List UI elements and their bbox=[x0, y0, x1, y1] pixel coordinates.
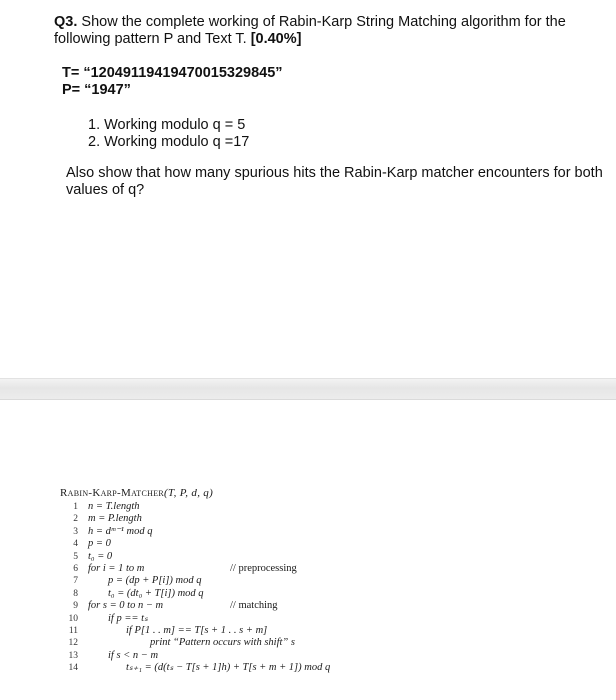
line-number: 5 bbox=[73, 551, 78, 562]
text-T: T= “12049119419470015329845” bbox=[62, 65, 283, 81]
question-heading bbox=[54, 14, 594, 48]
line-code: h = dᵐ⁻¹ mod q bbox=[88, 525, 153, 537]
line-code: if P[1 . . m] == T[s + 1 . . s + m] bbox=[126, 624, 268, 636]
line-code: n = T.length bbox=[88, 501, 140, 512]
algorithm-line bbox=[60, 575, 213, 587]
line-comment: // matching bbox=[230, 600, 278, 612]
line-number: 10 bbox=[68, 613, 78, 624]
line-code: for i = 1 to m bbox=[88, 562, 145, 574]
algorithm-args: (T, P, d, q) bbox=[164, 487, 214, 499]
line-number: 1 bbox=[73, 502, 78, 512]
line-number: 8 bbox=[73, 588, 78, 599]
followup-line1: Also show that how many spurious hits the Rabin-Karp matcher encounters for both bbox=[66, 165, 603, 181]
algorithm-line bbox=[60, 551, 213, 563]
line-code: m = P.length bbox=[88, 513, 142, 525]
algorithm-line bbox=[60, 513, 213, 525]
line-code: if p == tₛ bbox=[108, 612, 148, 624]
question-label: Q3. bbox=[54, 14, 78, 30]
question-block bbox=[54, 14, 594, 48]
line-number: 14 bbox=[68, 663, 78, 674]
line-code: t₀ = 0 bbox=[88, 550, 113, 562]
line-number: 11 bbox=[68, 625, 78, 636]
question-text-line1: Show the complete working of Rabin-Karp String Matching algorithm for the bbox=[81, 14, 566, 30]
modulo-list bbox=[88, 117, 249, 151]
line-number: 9 bbox=[73, 601, 78, 612]
algorithm-line bbox=[60, 562, 297, 575]
algorithm-line bbox=[60, 526, 213, 538]
algorithm-line bbox=[60, 588, 213, 600]
line-number: 13 bbox=[68, 650, 78, 661]
algorithm-line bbox=[60, 637, 295, 649]
algorithm-name: Rabin-Karp-Matcher bbox=[60, 487, 165, 499]
list-item: 2. Working modulo q =17 bbox=[88, 134, 250, 150]
line-code: for s = 0 to n − m bbox=[88, 600, 164, 612]
line-code: print “Pattern occurs with shift” s bbox=[150, 637, 295, 649]
section-divider bbox=[0, 378, 616, 400]
algorithm-line bbox=[60, 538, 213, 550]
list-item: 1. Working modulo q = 5 bbox=[88, 117, 246, 133]
line-number: 6 bbox=[73, 563, 78, 574]
line-code: p = 0 bbox=[88, 538, 111, 550]
line-number: 12 bbox=[68, 638, 78, 649]
algorithm-line bbox=[60, 624, 268, 637]
algorithm-line bbox=[60, 501, 213, 513]
line-number: 7 bbox=[73, 576, 78, 587]
followup-question bbox=[66, 165, 606, 199]
question-text-line2: following pattern P and Text T. bbox=[54, 31, 247, 47]
algorithm-line bbox=[60, 613, 213, 625]
algorithm-line bbox=[60, 662, 331, 674]
line-number: 2 bbox=[73, 514, 78, 525]
line-comment: // preprocessing bbox=[230, 562, 297, 574]
line-number: 4 bbox=[73, 539, 78, 550]
line-code: t₀ = (dt₀ + T[i]) mod q bbox=[108, 587, 204, 599]
algorithm-lines bbox=[60, 501, 331, 674]
pattern-P: P= “1947” bbox=[62, 82, 131, 98]
followup-line2: values of q? bbox=[66, 182, 145, 198]
line-number: 3 bbox=[73, 526, 78, 537]
line-code: tₛ₊₁ = (d(tₛ − T[s + 1]h) + T[s + m + 1]) mod q bbox=[126, 662, 331, 674]
line-code: if s < n − m bbox=[108, 649, 159, 661]
algorithm-figure bbox=[60, 487, 331, 674]
algorithm-line bbox=[60, 650, 213, 662]
line-code: p = (dp + P[i]) mod q bbox=[108, 575, 202, 587]
algorithm-title bbox=[60, 487, 213, 499]
question-weight: [0.40%] bbox=[250, 31, 302, 47]
algorithm-line bbox=[60, 600, 278, 612]
